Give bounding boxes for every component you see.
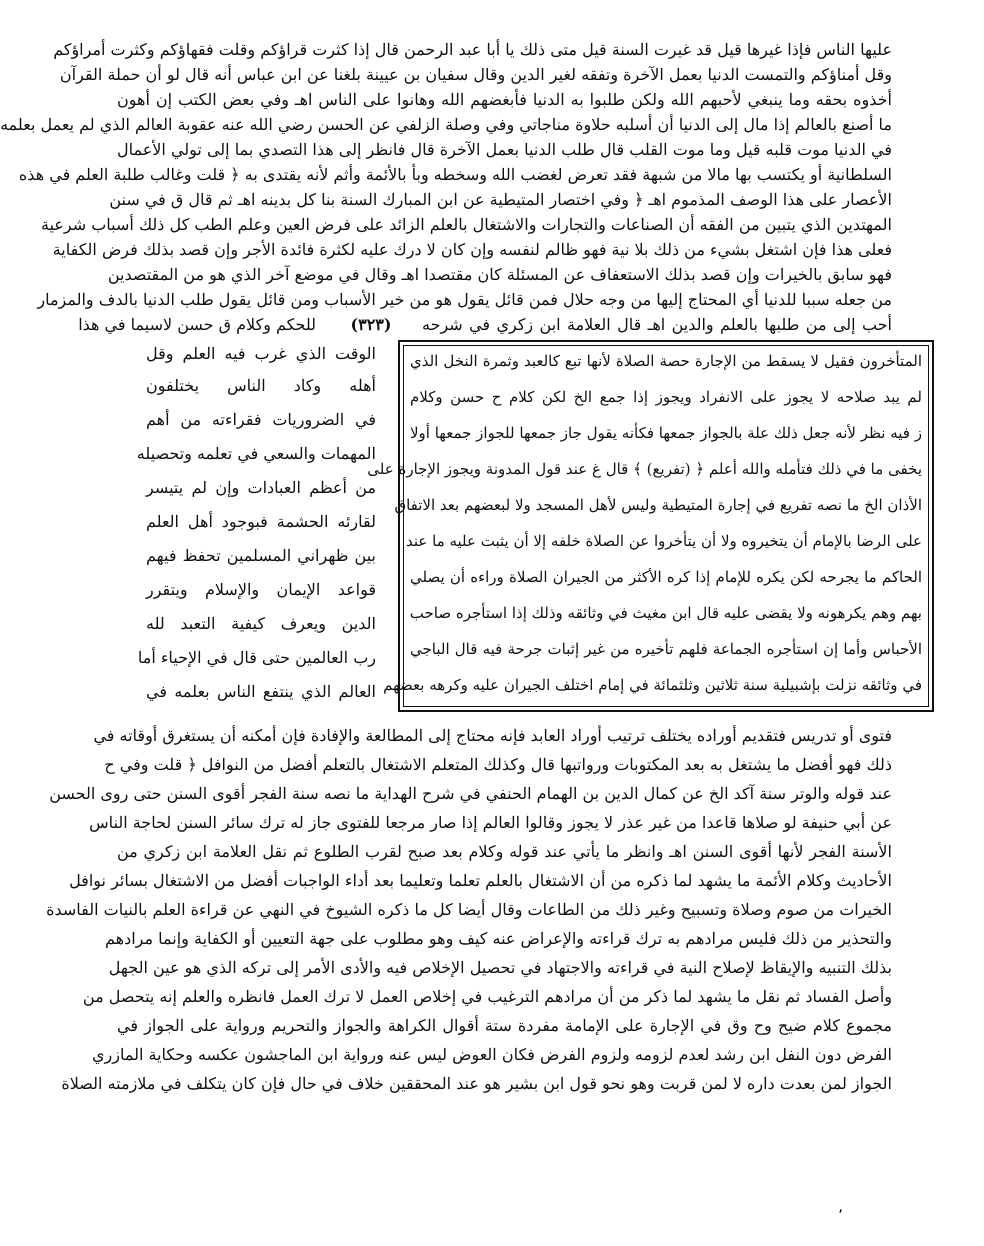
text-line: فهو سابق بالخيرات وإن قصد بذلك الاستعفاف عن المسئلة كان مقتصدا اهـ وقال في موضع آخر الذي هو من المقتصدين — [107, 265, 892, 284]
box-line: بهم وهم يكرهونه ولا يقضى عليه قال ابن مغيث في وثائقه وذلك إذا استأجره صاحب — [409, 604, 922, 622]
text-line: والتحذير من ذلك فليس مرادهم به ترك قراءته والإعراض عنه كيف وهو مطلوب على جهة التعيين أو الكفاية وإنما مرادهم — [105, 929, 892, 948]
box-line: الأذان الخ ما نصه تفريع في إجارة المتيطية وليس لأهل المسجد ولا لبعضهم بعد الاتفاق — [394, 496, 922, 514]
side-line: في الضروريات فقراءته من أهم — [146, 410, 376, 429]
text-line: ما أصنع بالعالم إذا مال إلى الدنيا أن أسلبه حلاوة مناجاتي وفي وصلة الزلفي عن الحسن رضي الله عنه عقوبة العالم الذي لم يعمل بعلمه — [0, 115, 892, 134]
text-line: السلطانية أو يكتسب بها مالا من شبهة فقد تعرض لغضب الله وسخطه وبأ بالأئمة وأثم لأنه يقتدى به ﴿ قلت وغالب طلبة العلم في هذه — [18, 165, 892, 184]
side-line: المهمات والسعي في تعلمه وتحصيله — [136, 444, 376, 463]
text-line: فتوى أو تدريس فتقديم أوراده يختلف ترتيب أوراد العابد فإنه محتاج إلى المطالعة والإفادة فإن أمكنه أن يستغرق أوقاته في — [93, 726, 892, 745]
text-line: وقل أمناؤكم والتمست الدنيا بعمل الآخرة وتفقه لغير الدين وقال سفيان بن عيينة بلغنا عن ابن عباس أنه قال لو أن حملة القرآن — [59, 65, 892, 84]
side-line: الدين ويعرف كيفية التعبد لله — [146, 614, 376, 633]
commentary-box — [367, 340, 934, 712]
box-line: الأحباس وأما إن استأجره الجماعة فلهم تأخيره من غير إثبات جرحة فيه قال الباجي — [410, 640, 922, 658]
box-line: المتأخرون فقيل لا يسقط من الإجارة حصة الصلاة لأنها تبع كالعبد وثمرة النخل الذي — [410, 352, 922, 370]
text-line: فعلى هذا فإن اشتغل بشيء من ذلك بلا نية فهو ظالم لنفسه وإن كان لا درك عليه لكثرة فائدة الأجر وإن قصد بذلك فرض الكفاية — [52, 240, 892, 259]
text-line: الأسنة الفجر لأنها أقوى السنن اهـ وانظر ما يأتي عند قوله وكلام بعد صبح لقرب الطلوع ثم نقل العلامة ابن زكري من — [117, 842, 892, 861]
side-line: قواعد الإيمان والإسلام ويتقرر — [146, 580, 376, 599]
page-number: (٣٢٣) — [350, 315, 392, 334]
text-line: الأعصار على هذا الوصف المذموم اهـ ﴿ وفي اختصار المتيطية عن ابن المبارك السنة بنا كل بدينه اهـ ثم قال ق في سنن — [109, 190, 892, 209]
text-line: مجموع كلام ضيح وح وق في الإجارة على الإمامة مفردة ستة أقوال الكراهة والجواز والتحريم ورواية على الجواز في — [117, 1016, 892, 1035]
side-line: العالم الذي ينتفع الناس بعلمه في — [146, 682, 376, 701]
text-line: ذلك فهو أفضل ما يشتغل به بعد المكتوبات ورواتبها قال وكذلك المتعلم الاشتغال بالتعلم أفضل من النوافل ﴿ قلت وفي ح — [104, 755, 892, 774]
box-line: لم يبد صلاحه لا يجوز على الانفراد ويجوز إذا جمع الخ لكن كلام ح حسن وكلام — [410, 388, 922, 406]
text-line: الجواز لمن بعدت داره لا لمن قربت وهو نحو قول ابن بشير هو عند المحققين خلاف في حال فإن كان يتكلف في ملازمته الصلاة — [61, 1074, 892, 1093]
side-line: أهله وكاد الناس يختلفون — [146, 376, 376, 395]
footer-mark: ٬ — [838, 1206, 844, 1225]
text-line: أحب إلى من طلبها بالعلم والدين اهـ قال العلامة ابن زكري في شرحه — [422, 315, 892, 334]
text-line: في الدنيا موت قلبه قيل وما موت القلب قال طلب الدنيا بعمل الآخرة قال فانظر إلى هذا التصدي بما إلى تولي الأعمال — [117, 140, 892, 159]
text-line: وأصل الفساد ثم نقل ما يشهد لما ذكر من أن مرادهم الترغيب في إخلاص العمل لا ترك العمل فانظره والعلم إنه يتحصل من — [82, 987, 892, 1006]
text-line: من جعله سببا للدنيا أي المحتاج إليها من وجه حلال فمن قائل يقول هو من خير الأسباب ومن قائل يقول طلب الدنيا بالدف والمزمار — [37, 290, 892, 309]
side-line: رب العالمين حتى قال في الإحياء أما — [137, 648, 376, 667]
box-line: الحاكم ما يجرحه لكن يكره للإمام إذا كره الأكثر من الجيران الصلاة وراءه أن يصلي — [410, 568, 922, 586]
box-line: ز فيه نظر لأنه جعل ذلك علة بالجواز جمعها فكأنه يقول جاز جمعها للجواز جمعها أولا — [410, 424, 922, 442]
side-line: بين ظهراني المسلمين تحفظ فيهم — [146, 546, 376, 565]
side-line: الوقت الذي غرب فيه العلم وقل — [146, 344, 376, 363]
box-line: يخفى ما في ذلك فتأمله والله أعلم ﴿ (تفريع) ﴾ قال غ عند قول المدونة ويجوز الإجارة على — [367, 460, 922, 478]
text-line: عليها الناس فإذا غيرها قيل قد غيرت السنة قيل متى ذلك يا أبا عبد الرحمن قال إذا كثرت قراؤكم وقلت فقهاؤكم وكثرت أمراؤكم — [53, 40, 892, 59]
side-line: لقارئه الحشمة فبوجود أهل العلم — [146, 512, 376, 531]
text-line: المهتدين الذي يتبين من الفقه أن الصناعات والتجارات والاشتغال بالعلم الزائد على فرض العين وعلم الطب كل ذلك أسباب شرعية — [40, 215, 892, 234]
text-line: أخذوه بحقه وما ينبغي لأحبهم الله ولكن طلبوا به الدنيا فأبغضهم الله وهانوا على الناس اهـ وفي بعض الكتب إن أهون — [117, 90, 892, 109]
text-line: عند قوله والوتر سنة آكد الخ عن كمال الدين بن الهمام الحنفي في شرح الهداية ما نصه سنة الفجر أقوى السنن حتى روى الحسن — [49, 784, 892, 803]
text-line: الأحاديث وكلام الأئمة ما يشهد لما ذكره من أن الاشتغال بالعلم تعلما وتعليما بعد أداء الواجبات أفضل من الاشتغال بسائر نوافل — [69, 871, 892, 890]
box-line: على الرضا بالإمام أن يتخيروه ولا أن يتأخروا عن الصلاة خلفه إلا أن يثبت عليه ما عند — [406, 532, 922, 550]
text-line: بذلك التنبيه والإيقاظ لإصلاح النية في قراءته والاجتهاد في تحصيل الإخلاص فيه والأدى الأمر إلى تركه الذي هو عين الجهل — [108, 958, 892, 977]
text-line: عن أبي حنيفة لو صلاها قاعدا من غير عذر لا يجوز وقالوا العالم إذا صار مرجعا للفتوى جاز له ترك سائر السنن لحاجة الناس — [89, 813, 892, 832]
text-line: للحكم وكلام ق حسن لاسيما في هذا — [78, 315, 316, 334]
box-line: في وثائقه نزلت بإشبيلية سنة ثلاثين وثلثمائة في إمام اختلف الجيران عليه وكرهه بعضهم — [383, 676, 922, 694]
text-line: الفرض دون النفل ابن رشد لعدم لزومه ولزوم الفرض فكان العوض ليس عنه ورواية ابن الماجشون عكسه وحكاية المازري — [91, 1045, 892, 1064]
text-line: الخيرات من صوم وصلاة وتسبيح وغير ذلك من الطاعات وقال أيضا كل ما ذكره الشيوخ في النهي عن قراءة العلم بالنيات الفاسدة — [46, 900, 892, 919]
side-line: من أعظم العبادات وإن لم يتيسر — [146, 478, 376, 497]
